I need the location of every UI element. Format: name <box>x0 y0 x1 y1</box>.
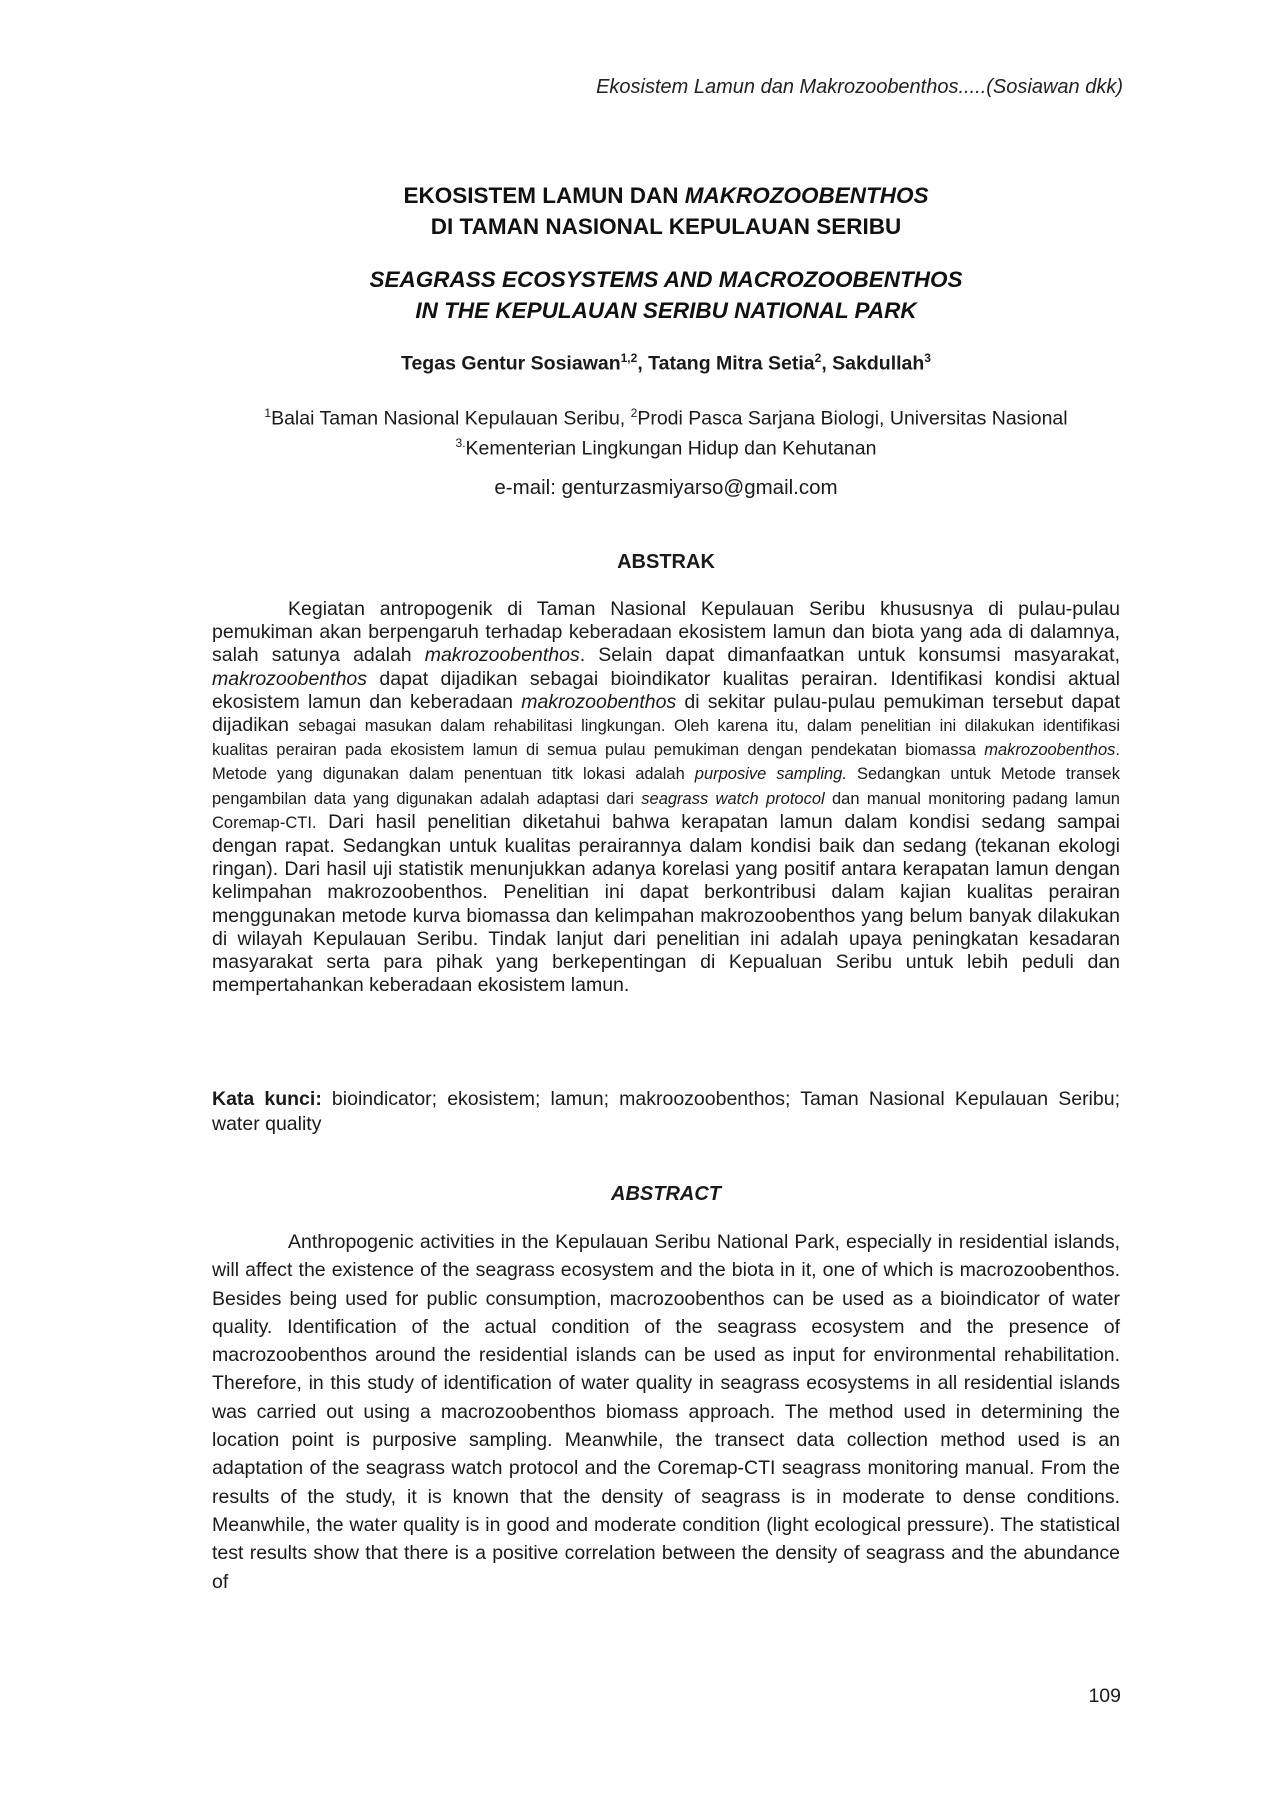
abstrak-text-4: di sekitar pulau-pulau pemukiman tersebut dapat dijadikan <box>212 690 1120 737</box>
affil-sup-2: 2 <box>630 406 638 420</box>
keywords-label: Kata kunci: <box>212 1088 322 1110</box>
title-english <box>212 264 1120 326</box>
contact-email: e-mail: genturzasmiyarso@gmail.com <box>494 476 838 499</box>
affiliation-line-1 <box>212 401 1120 431</box>
abstract-body <box>212 1228 1120 1596</box>
title-en-line-2: IN THE KEPULAUAN SERIBU NATIONAL PARK <box>415 298 917 323</box>
abstrak-italic-2: makrozoobenthos <box>212 667 368 690</box>
abstrak-text-2: . Selain dapat dimanfaatkan untuk konsumsi masyarakat, <box>579 644 1120 667</box>
title-id-line-2: DI TAMAN NASIONAL KEPULAUAN SERIBU <box>430 214 902 239</box>
title-indonesian <box>212 180 1120 242</box>
title-id-line-1a: EKOSISTEM LAMUN DAN <box>403 183 685 208</box>
affiliation-3: Kementerian Lingkungan Hidup dan Kehutanan <box>465 437 877 459</box>
title-id-line-1 <box>212 180 1120 211</box>
abstrak-small-italic-3: seagrass watch protocol <box>641 789 825 808</box>
abstrak-heading: ABSTRAK <box>617 551 715 573</box>
title-id-line-1b: MAKROZOOBENTHOS <box>684 183 929 208</box>
author-1-affil: 1,2 <box>620 351 638 365</box>
affiliation-2: Prodi Pasca Sarjana Biologi, Universitas Nasional <box>637 407 1068 430</box>
abstract-heading: ABSTRACT <box>611 1183 721 1205</box>
abstrak-small-1: sebagai masukan dalam rehabilitasi lingkungan. Oleh karena itu, dalam penelitian ini dilakukan identifikasi kualitas perairan pada ekosistem lamun di semua pulau pemukiman dengan pendekatan biomassa <box>212 717 1120 760</box>
keywords <box>212 1087 1120 1137</box>
keywords-text: bioindicator; ekosistem; lamun; makroozoobenthos; Taman Nasional Kepulauan Seribu; water quality <box>212 1088 1120 1135</box>
author-2: , Tatang Mitra Setia <box>637 352 815 375</box>
author-2-affil: 2 <box>814 351 822 365</box>
abstrak-small-3: Sedangkan untuk Metode transek pengambilan data yang digunakan adalah adaptasi dari <box>212 765 1120 808</box>
abstrak-text-1: Kegiatan antropogenik di Taman Nasional Kepulauan Seribu khususnya di pulau-pulau pemukiman akan berpengaruh terhadap keberadaan ekosistem lamun dan biota yang ada di dalamnya, salah satunya adalah <box>212 598 1120 667</box>
abstrak-small-2: . Metode yang digunakan dalam penentuan titk lokasi adalah <box>212 741 1120 784</box>
title-en-line-1: SEAGRASS ECOSYSTEMS AND MACROZOOBENTHOS <box>369 267 963 292</box>
author-3-affil: 3 <box>924 351 931 365</box>
abstrak-italic-3: makrozoobenthos <box>521 690 677 713</box>
abstract-text: Anthropogenic activities in the Kepulauan Seribu National Park, especially in residential islands, will affect the existence of the seagrass ecosystem and the biota in it, one of which is macrozoobenthos. Besides being used for public consumption, macrozoobenthos can be used as a bioindicator of water quality. Identification of the actual condition of the seagrass ecosystem and the presence of macrozoobenthos around the residential islands can be used as input for environmental rehabilitation. Therefore, in this study of identification of water quality in seagrass ecosystems in all residential islands was carried out using a macrozoobenthos biomass approach. The method used in determining the location point is purposive sampling. Meanwhile, the transect data collection method used is an adaptation of the seagrass watch protocol and the Coremap-CTI seagrass monitoring manual. From the results of the study, it is known that the density of seagrass is in moderate to dense conditions. Meanwhile, the water quality is in good and moderate condition (light ecological pressure). The statistical test results show that there is a positive correlation between the density of seagrass and the abundance of <box>212 1231 1120 1593</box>
abstrak-text-5: Dari hasil penelitian diketahui bahwa kerapatan lamun dalam kondisi sedang sampai dengan rapat. Sedangkan untuk kualitas perairannya dalam kondisi baik dan sedang (tekanan ekologi ringan). Dari hasil uji statistik menunjukkan adanya korelasi yang positif antara kerapatan lamun dengan kelimpahan makrozoobenthos. Penelitian ini dapat berkontribusi dalam kajian kualitas perairan menggunakan metode kurva biomassa dan kelimpahan makrozoobenthos yang belum banyak dilakukan di wilayah Kepulauan Seribu. Tindak lanjut dari penelitian ini adalah upaya peningkatan kesadaran masyarakat serta para pihak yang berkepentingan di Kepualuan Seribu untuk lebih peduli dan mempertahankan keberadaan ekosistem lamun. <box>212 810 1120 997</box>
abstrak-text-3: dapat dijadikan sebagai bioindikator kualitas perairan. Identifikasi kondisi aktual ekosistem lamun dan keberadaan <box>212 667 1120 713</box>
affiliation-1: Balai Taman Nasional Kepulauan Seribu, <box>271 407 631 430</box>
page-number: 109 <box>1088 1685 1121 1707</box>
abstrak-small-italic-2: purposive sampling. <box>694 765 847 784</box>
author-3: , Sakdullah <box>821 352 925 375</box>
affil-sup-1: 1 <box>264 406 272 420</box>
author-1: Tegas Gentur Sosiawan <box>401 352 621 375</box>
abstrak-italic-1: makrozoobenthos <box>424 644 580 667</box>
abstrak-small-4: dan manual monitoring padang lamun Coremap-CTI. <box>212 789 1120 832</box>
affil-sup-3: 3. <box>455 435 466 450</box>
affiliation-line-2 <box>212 431 1120 461</box>
affiliations <box>212 401 1120 460</box>
abstrak-small-italic-1: makrozoobenthos <box>984 741 1116 760</box>
authors <box>212 351 1120 376</box>
abstrak-body <box>212 598 1120 997</box>
running-header: Ekosistem Lamun dan Makrozoobenthos.....(Sosiawan dkk) <box>596 76 1123 98</box>
